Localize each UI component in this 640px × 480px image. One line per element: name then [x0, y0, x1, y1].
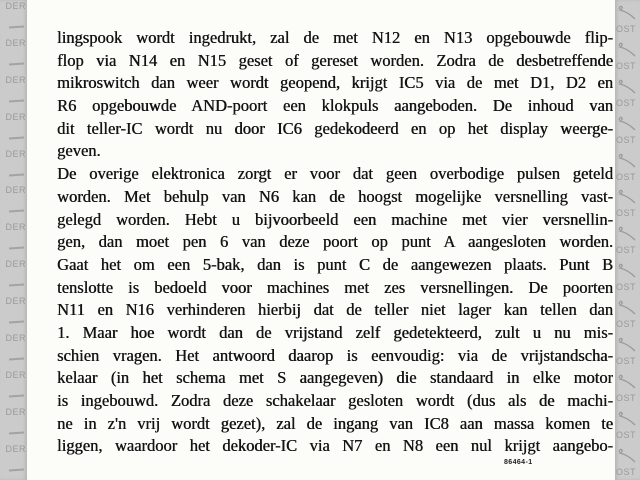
edge-dash-mark	[9, 321, 24, 324]
edge-watermark	[0, 443, 27, 480]
edge-dash-mark	[9, 247, 24, 250]
edge-watermark-label: OST	[616, 319, 637, 330]
edge-watermark-label: OST	[616, 60, 637, 71]
edge-watermark	[615, 74, 640, 111]
text-line: lingspook wordt ingedrukt, zal de met N12 en N13 opgebouwde flip-	[57, 28, 613, 47]
edge-watermark-label: DER	[5, 1, 26, 11]
left-page-edge	[0, 0, 27, 480]
edge-dash-mark	[9, 357, 24, 360]
edge-watermark-label: DER	[5, 259, 26, 270]
edge-watermark-label: DER	[5, 222, 26, 233]
edge-watermark-label: OST	[616, 171, 637, 182]
pen-swoosh-icon	[615, 261, 637, 281]
edge-dash-mark	[9, 62, 24, 65]
edge-watermark	[615, 111, 640, 148]
edge-watermark-label: DER	[5, 37, 26, 48]
edge-watermark	[0, 369, 27, 406]
edge-watermark-label: DER	[5, 185, 26, 196]
edge-watermark	[615, 184, 640, 221]
edge-watermark	[615, 295, 640, 332]
text-line: R6 opgebouwde AND-poort een klokpuls aangeboden. De inhoud van	[57, 96, 613, 116]
edge-watermark-label: DER	[5, 443, 26, 454]
edge-watermark	[615, 406, 640, 443]
edge-watermark	[0, 37, 27, 74]
pen-swoosh-icon	[615, 3, 637, 23]
pen-swoosh-icon	[615, 372, 637, 392]
edge-watermark-label: OST	[616, 134, 637, 145]
edge-watermark-label: OST	[616, 97, 637, 108]
pen-swoosh-icon	[615, 409, 637, 429]
text-line: mikroswitch dan weer wordt geopend, krijgt IC5 via de met D1, D2 en	[57, 73, 613, 93]
text-line: worden. Met behulp van N6 kan de hoogst mogelijke versnelling vast-	[57, 186, 613, 206]
text-line: is ingebouwd. Zodra deze schakelaar gesloten wordt (dus als de machi-	[57, 391, 613, 410]
pen-swoosh-icon	[615, 335, 637, 355]
edge-watermark-label: DER	[5, 333, 26, 344]
text-line: 1. Maar hoe wordt dan de vrijstand zelf gedetekteerd, zult u nu mis-	[57, 322, 613, 342]
edge-watermark-label: OST	[616, 208, 637, 219]
edge-dash-mark	[9, 284, 24, 287]
edge-watermark-label: OST	[616, 24, 637, 34]
text-line: kelaar (in het schema met S aangegeven) die standaard in elke motor	[57, 368, 613, 388]
text-line: geven.	[57, 141, 101, 161]
edge-watermark-label: OST	[616, 356, 637, 367]
pen-swoosh-icon	[615, 187, 637, 207]
edge-watermark	[0, 111, 27, 148]
text-line: gen, dan moet pen 6 van deze poort op punt A aangesloten worden.	[57, 232, 613, 252]
edge-watermark-label: DER	[5, 296, 26, 307]
pen-swoosh-icon	[615, 298, 637, 318]
edge-watermark	[615, 369, 640, 406]
edge-watermark-label: DER	[5, 369, 26, 380]
edge-dash-mark	[9, 394, 24, 397]
edge-watermark	[0, 148, 27, 185]
text-line: N11 en N16 verhinderen hierbij dat de teller niet lager kan tellen dan	[57, 300, 613, 320]
edge-watermark	[615, 37, 640, 74]
text-line: tenslotte is bedoeld voor machines met zes versnellingen. De poorten	[57, 277, 613, 297]
edge-dash-mark	[9, 25, 24, 28]
edge-watermark-label: OST	[616, 466, 637, 477]
edge-watermark-label: DER	[5, 74, 26, 85]
edge-watermark-label: OST	[616, 245, 637, 256]
edge-watermark	[615, 332, 640, 369]
edge-watermark-label: DER	[5, 148, 26, 159]
edge-watermark	[0, 332, 27, 369]
pen-swoosh-icon	[615, 114, 637, 134]
edge-dash-mark	[9, 136, 24, 139]
edge-watermark	[0, 258, 27, 295]
edge-dash-mark	[9, 99, 24, 102]
text-line: dit teller-IC wordt nu door IC6 gedekodeerd en op het display weerge-	[57, 118, 613, 138]
edge-watermark	[615, 0, 640, 37]
text-line: gelegd worden. Hebt u bijvoorbeeld een machine met vier versnellin-	[57, 209, 613, 229]
body-text	[57, 27, 613, 458]
right-page-edge	[615, 0, 640, 480]
edge-dash-mark	[9, 210, 24, 213]
text-line: ne in z'n vrij wordt gezet), zal de ingang van IC8 aan massa komen te	[57, 413, 613, 433]
edge-watermark-label: DER	[5, 406, 26, 417]
edge-watermark	[0, 74, 27, 111]
edge-watermark	[615, 221, 640, 258]
edge-watermark	[0, 406, 27, 443]
edge-watermark	[615, 258, 640, 295]
edge-watermark-label: OST	[616, 282, 637, 293]
edge-watermark	[615, 443, 640, 480]
edge-watermark-label: OST	[616, 392, 637, 403]
edge-dash-mark	[9, 468, 24, 471]
text-line: liggen, waardoor het dekoder-IC via N7 en N8 een nul krijgt aangebo-	[57, 436, 613, 456]
edge-dash-mark	[9, 431, 24, 434]
edge-dash-mark	[9, 173, 24, 176]
edge-watermark	[0, 184, 27, 221]
text-line: De overige elektronica zorgt er voor dat geen overbodige pulsen geteld	[57, 164, 613, 184]
edge-watermark-label: DER	[5, 111, 26, 122]
pen-swoosh-icon	[615, 446, 637, 466]
text-line: flop via N14 en N15 geset of gereset worden. Zodra de desbetreffende	[57, 50, 613, 70]
edge-watermark	[615, 148, 640, 185]
pen-swoosh-icon	[615, 40, 637, 60]
text-line: schien vragen. Het antwoord daarop is eenvoudig: via de vrijstandscha-	[57, 345, 613, 365]
pen-swoosh-icon	[615, 224, 637, 244]
text-line: Gaat het om een 5-bak, dan is punt C de aangewezen plaats. Punt B	[57, 254, 613, 274]
pen-swoosh-icon	[615, 151, 637, 171]
edge-watermark-label: OST	[616, 429, 637, 440]
pen-swoosh-icon	[615, 77, 637, 97]
edge-watermark	[0, 295, 27, 332]
print-code: 86464-1	[504, 459, 533, 466]
edge-watermark	[0, 221, 27, 258]
edge-watermark	[0, 0, 27, 37]
